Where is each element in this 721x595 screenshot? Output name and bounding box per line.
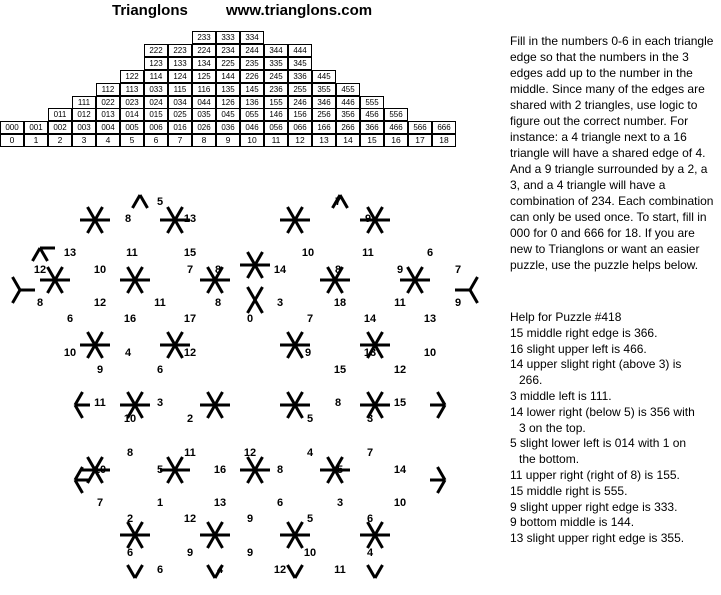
triangle-number[interactable]: 15 [333,364,347,376]
help-line: 14 lower right (below 5) is 356 with [510,404,695,419]
triangle-number[interactable]: 13 [363,347,377,359]
edge-segment [255,252,263,265]
edge-segment [255,287,263,300]
edge-segment [288,565,296,578]
triangle-number[interactable]: 15 [393,397,407,409]
combo-cell: 046 [240,121,264,134]
combo-cell: 022 [96,96,120,109]
edge-segment [438,480,446,493]
edge-segment [248,300,256,313]
combo-cell: 002 [48,121,72,134]
combo-cell: 066 [288,121,312,134]
combo-cell: 011 [48,108,72,121]
triangle-number[interactable]: 5 [306,513,314,525]
edge-segment [75,405,83,418]
edge-segment [470,290,478,303]
combo-cell: 226 [240,70,264,83]
triangle-number[interactable]: 8 [334,397,342,409]
combo-cell: 134 [192,57,216,70]
combo-cell: 1 [24,134,48,147]
help-line: 3 middle left is 111. [510,388,612,403]
triangle-number[interactable]: 11 [94,397,106,409]
triangle-number[interactable]: 12 [183,347,197,359]
combo-cell: 223 [168,44,192,57]
help-line: the bottom. [519,452,580,467]
triangle-number[interactable]: 3 [336,497,344,509]
combo-cell: 356 [336,108,360,121]
combo-cell: 266 [336,121,360,134]
edge-segment [140,195,148,208]
triangle-number[interactable]: 9 [304,347,312,359]
edge-segment [438,467,446,480]
combo-cell: 125 [192,70,216,83]
combo-cell: 15 [360,134,384,147]
triangle-number[interactable]: 17 [183,313,197,325]
triangle-number[interactable]: 12 [93,297,107,309]
edge-segment [248,287,256,300]
triangle-number[interactable]: 9 [246,513,254,525]
triangle-number[interactable]: 8 [276,464,284,476]
triangle-number[interactable]: 6 [66,313,74,325]
triangle-number[interactable]: 2 [186,413,194,425]
triangle-number[interactable]: 1 [156,497,164,509]
combo-cell: 16 [384,134,408,147]
triangle-number[interactable]: 4 [306,447,314,459]
triangle-number[interactable]: 4 [216,564,224,576]
triangle-number[interactable]: 8 [334,264,342,276]
edge-segment [33,248,41,261]
combo-cell: 044 [192,96,216,109]
triangle-number[interactable]: 13 [213,497,227,509]
combo-cell: 17 [408,134,432,147]
combo-cell: 016 [168,121,192,134]
help-line: 16 slight upper left is 466. [510,341,647,356]
triangle-number[interactable]: 5 [156,196,164,208]
triangle-number[interactable]: 7 [334,196,342,208]
triangle-number[interactable]: 12 [393,364,407,376]
combo-cell: 136 [240,96,264,109]
combo-cell: 114 [144,70,168,83]
edge-segment [438,405,446,418]
combo-cell: 9 [216,134,240,147]
triangle-number[interactable]: 9 [246,547,254,559]
combo-cell: 003 [72,121,96,134]
combo-cell: 123 [144,57,168,70]
edge-segment [295,565,303,578]
combo-cell: 155 [264,96,288,109]
edge-segment [255,300,263,313]
triangle-number[interactable]: 11 [394,297,406,309]
triangle-number[interactable]: 10 [93,264,107,276]
triangle-number[interactable]: 5 [336,464,344,476]
combo-cell: 012 [72,108,96,121]
combo-cell: 033 [144,83,168,96]
combo-cell: 12 [288,134,312,147]
help-line: 5 slight lower left is 014 with 1 on [510,436,687,451]
help-title: Help for Puzzle #418 [510,310,622,324]
edge-segment [340,195,348,208]
edge-segment [128,565,136,578]
triangle-number[interactable]: 4 [124,347,132,359]
triangle-number[interactable]: 13 [423,313,437,325]
combo-cell: 335 [264,57,288,70]
combo-cell: 556 [384,108,408,121]
combo-cell: 013 [96,108,120,121]
combo-cell: 233 [192,31,216,44]
triangle-number[interactable]: 18 [333,297,347,309]
triangle-number[interactable]: 8 [126,447,134,459]
combo-cell: 035 [192,108,216,121]
combo-cell: 234 [216,44,240,57]
help-line: 15 middle right is 555. [510,483,628,498]
combo-cell: 056 [264,121,288,134]
triangle-number[interactable]: 10 [123,413,137,425]
combo-cell: 7 [168,134,192,147]
combo-cell: 045 [216,108,240,121]
triangle-number[interactable]: 8 [214,297,222,309]
triangle-number[interactable]: 7 [366,447,374,459]
triangle-number[interactable]: 4 [366,547,374,559]
combo-cell: 001 [24,121,48,134]
combo-cell: 225 [216,57,240,70]
triangle-number[interactable]: 3 [366,413,374,425]
combo-cell: 0 [0,134,24,147]
triangle-number[interactable]: 11 [126,247,138,259]
combo-cell: 122 [120,70,144,83]
combo-cell: 025 [168,108,192,121]
triangle-number[interactable]: 10 [393,497,407,509]
triangle-number[interactable]: 5 [306,413,314,425]
combo-cell: 246 [288,96,312,109]
combo-cell: 135 [216,83,240,96]
combo-cell: 255 [288,83,312,96]
combination-table [0,31,484,169]
triangle-number[interactable]: 3 [156,397,164,409]
combo-cell: 445 [312,70,336,83]
combo-cell: 336 [288,70,312,83]
combo-cell: 166 [312,121,336,134]
edge-segment [75,392,83,405]
triangle-number[interactable]: 10 [63,347,77,359]
combo-cell: 224 [192,44,216,57]
help-line: 11 upper right (right of 8) is 155. [510,467,680,482]
combo-cell: 555 [360,96,384,109]
help-line: 266. [519,373,543,388]
combo-cell: 023 [120,96,144,109]
triangle-number[interactable]: 11 [362,247,374,259]
edge-segment [135,565,143,578]
edge-segment [75,480,83,493]
triangle-number[interactable]: 0 [246,313,254,325]
triangle-number[interactable]: 11 [334,564,346,576]
triangle-number[interactable]: 9 [396,264,404,276]
combo-cell: 015 [144,108,168,121]
triangle-number[interactable]: 7 [306,313,314,325]
combo-cell: 133 [168,57,192,70]
combo-cell: 13 [312,134,336,147]
combo-cell: 256 [312,108,336,121]
triangle-number[interactable]: 6 [276,497,284,509]
combo-cell: 344 [264,44,288,57]
combo-cell: 235 [240,57,264,70]
help-line: 14 upper slight right (above 3) is [510,357,682,372]
combo-cell: 144 [216,70,240,83]
triangle-number[interactable]: 5 [156,464,164,476]
combo-cell: 116 [192,83,216,96]
triangle-number[interactable]: 8 [214,264,222,276]
triangle-number[interactable]: 13 [183,213,197,225]
combo-cell: 345 [288,57,312,70]
triangle-number[interactable]: 9 [96,364,104,376]
combo-cell: 334 [240,31,264,44]
combo-cell: 124 [168,70,192,83]
combo-cell: 4 [96,134,120,147]
instructions-text: Fill in the numbers 0-6 in each triangle edge so that the numbers in the 3 edges add up to the number in the middle. Since many of the edges are shared with 2 triangles, use logic to figure out the correct number. For instance: a 4 triangle next to a 16 triangle will have a shared edge of 4. And a 9 triangle surrounded by a 2, a 3, and a 4 triangle will have a combination of 234. Each combination can only be used once. To start, fill in 000 for 0 and 666 for 18. If you are new to Trianglons or want an easier puzzle, use the puzzle helps below. [510,34,714,272]
triangle-number[interactable]: 11 [154,297,166,309]
combo-cell: 222 [144,44,168,57]
combo-cell: 004 [96,121,120,134]
triangle-number[interactable]: 9 [364,213,372,225]
triangle-number[interactable]: 7 [96,497,104,509]
combo-cell: 026 [192,121,216,134]
combo-cell: 2 [48,134,72,147]
combo-cell: 146 [264,108,288,121]
help-line: 13 slight upper right edge is 355. [510,531,685,546]
triangle-number[interactable]: 3 [276,297,284,309]
combo-cell: 355 [312,83,336,96]
edge-segment [133,195,141,208]
triangle-number[interactable]: 2 [126,513,134,525]
triangle-number[interactable]: 12 [183,513,197,525]
edge-segment [248,252,256,265]
combo-cell: 366 [360,121,384,134]
edge-segment [248,265,256,278]
triangle-number[interactable]: 6 [366,513,374,525]
triangle-number[interactable]: 14 [363,313,377,325]
grid-lines [13,195,478,578]
triangle-number[interactable]: 10 [301,247,315,259]
combo-cell: 244 [240,44,264,57]
combo-cell: 245 [264,70,288,83]
combo-cell: 005 [120,121,144,134]
help-line: 9 bottom middle is 144. [510,515,635,530]
triangle-number[interactable]: 6 [156,564,164,576]
triangle-number[interactable]: 9 [186,547,194,559]
combo-cell: 006 [144,121,168,134]
triangle-number[interactable]: 8 [124,213,132,225]
help-line: 3 on the top. [519,420,586,435]
triangle-number[interactable]: 16 [213,464,227,476]
edge-segment [75,467,83,480]
triangle-number[interactable]: 16 [123,313,137,325]
combo-cell: 112 [96,83,120,96]
triangle-number[interactable]: 14 [393,464,407,476]
site-url[interactable]: www.trianglons.com [226,2,373,19]
combo-cell: 000 [0,121,24,134]
combo-cell: 346 [312,96,336,109]
combo-cell: 566 [408,121,432,134]
puzzle-title: Trianglons [112,2,188,19]
combo-cell: 333 [216,31,240,44]
edge-segment [40,248,48,261]
combo-cell: 034 [168,96,192,109]
edge-segment [13,290,21,303]
triangle-number[interactable]: 6 [126,547,134,559]
edge-segment [470,277,478,290]
help-line: 9 slight upper right edge is 333. [510,499,678,514]
triangle-number[interactable]: 11 [184,447,196,459]
triangle-number[interactable]: 7 [454,264,462,276]
combo-cell: 14 [336,134,360,147]
combo-cell: 456 [360,108,384,121]
combo-cell: 145 [240,83,264,96]
triangle-number[interactable]: 8 [36,297,44,309]
triangle-number[interactable]: 10 [93,464,107,476]
combo-cell: 055 [240,108,264,121]
triangle-number[interactable]: 12 [243,447,257,459]
combo-cell: 8 [192,134,216,147]
puzzle-board [0,170,500,595]
combo-cell: 6 [144,134,168,147]
triangle-number[interactable]: 7 [186,264,194,276]
edge-segment [438,392,446,405]
edge-segment [375,565,383,578]
combo-cell: 18 [432,134,456,147]
combo-cell: 446 [336,96,360,109]
combo-cell: 113 [120,83,144,96]
combo-cell: 666 [432,121,456,134]
combo-cell: 3 [72,134,96,147]
combo-cell: 5 [120,134,144,147]
edge-segment [368,565,376,578]
triangle-number[interactable]: 6 [426,247,434,259]
triangle-number[interactable]: 15 [183,247,197,259]
edge-segment [13,277,21,290]
combo-cell: 111 [72,96,96,109]
combo-cell: 466 [384,121,408,134]
combo-cell: 024 [144,96,168,109]
combo-cell: 036 [216,121,240,134]
triangle-number[interactable]: 6 [156,364,164,376]
combo-cell: 126 [216,96,240,109]
puzzle-help [510,310,718,547]
combo-cell: 014 [120,108,144,121]
triangle-number[interactable]: 13 [63,247,77,259]
triangle-number[interactable]: 10 [303,547,317,559]
combo-cell: 236 [264,83,288,96]
combo-cell: 11 [264,134,288,147]
triangle-number[interactable]: 12 [273,564,287,576]
combo-cell: 444 [288,44,312,57]
combo-cell: 115 [168,83,192,96]
triangle-number[interactable]: 12 [33,264,47,276]
help-line: 15 middle right edge is 366. [510,325,658,340]
edge-segment [255,265,263,278]
triangle-number[interactable]: 14 [273,264,287,276]
triangle-number[interactable]: 10 [423,347,437,359]
triangle-number[interactable]: 9 [454,297,462,309]
combo-cell: 156 [288,108,312,121]
combo-cell: 10 [240,134,264,147]
edge-segment [208,565,216,578]
combo-cell: 455 [336,83,360,96]
